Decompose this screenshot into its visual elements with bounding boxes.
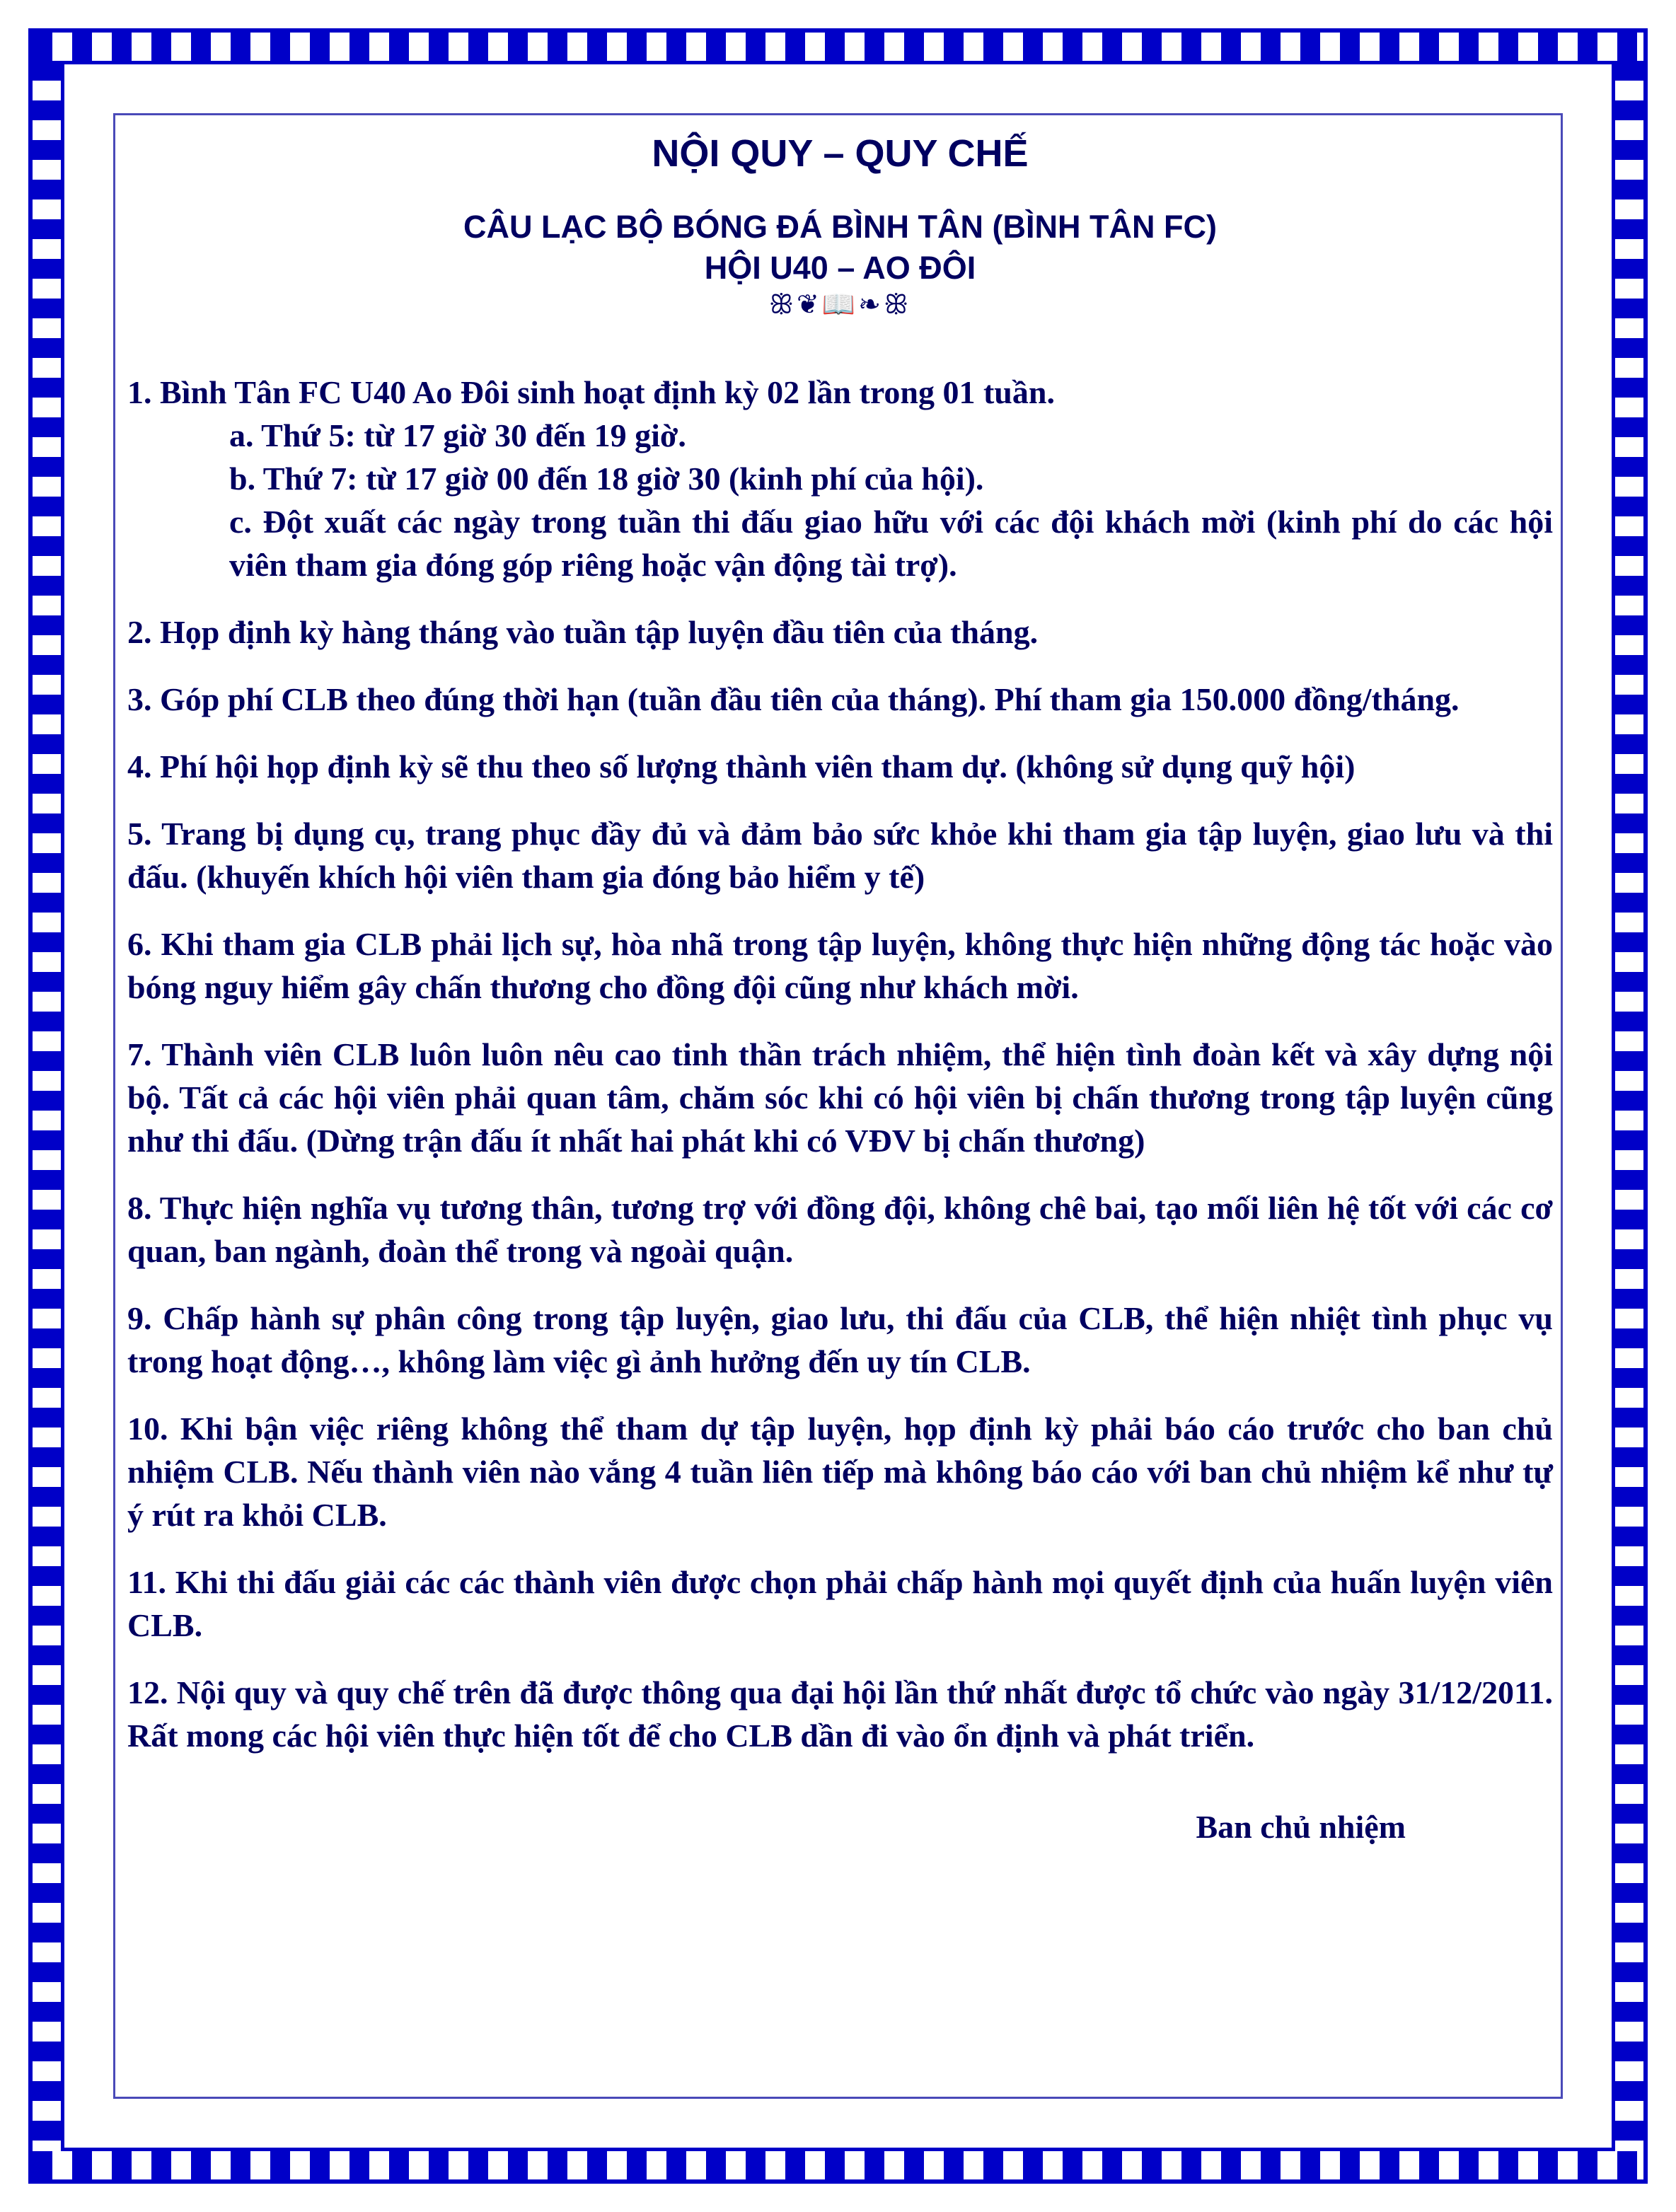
rule-1-subitem-b: b. Thứ 7: từ 17 giờ 00 đến 18 giờ 30 (kinh phí của hội). bbox=[229, 461, 984, 497]
rule-item-10: 10. Khi bận việc riêng không thể tham dự tập luyện, họp định kỳ phải báo cáo trước cho ban chủ nhiệm CLB. Nếu thành viên nào vắng 4 tuần liên tiếp mà không báo cáo với ban chủ nhiệm kể như tự ý rút ra khỏi CLB. bbox=[127, 1411, 1553, 1533]
checker-border-right bbox=[1615, 61, 1643, 2151]
rule-item-5: 5. Trang bị dụng cụ, trang phục đầy đủ và đảm bảo sức khỏe khi tham gia tập luyện, giao lưu và thi đấu. (khuyến khích hội viên tham gia đóng bảo hiểm y tế) bbox=[127, 816, 1553, 895]
rule-item-6: 6. Khi tham gia CLB phải lịch sự, hòa nhã trong tập luyện, không thực hiện những động tác hoặc vào bóng nguy hiểm gây chấn thương cho đồng đội cũng như khách mời. bbox=[127, 926, 1553, 1005]
checker-border-top bbox=[33, 33, 1643, 61]
rule-1-subitem-c: c. Đột xuất các ngày trong tuần thi đấu giao hữu với các đội khách mời (kinh phí do các hội viên tham gia đóng góp riêng hoặc vận động tài trợ). bbox=[229, 504, 1553, 583]
rule-item-11: 11. Khi thi đấu giải các các thành viên được chọn phải chấp hành mọi quyết định của huấn luyện viên CLB. bbox=[127, 1564, 1553, 1643]
rule-item-1: 1. Bình Tân FC U40 Ao Đôi sinh hoạt định kỳ 02 lần trong 01 tuần. bbox=[127, 374, 1055, 410]
signature-block: Ban chủ nhiệm bbox=[1196, 1809, 1406, 1845]
rule-item-4: 4. Phí hội họp định kỳ sẽ thu theo số lượng thành viên tham dự. (không sử dụng quỹ hội) bbox=[127, 748, 1356, 784]
ornament-divider: ꕥ❦📖❧ꕥ bbox=[768, 289, 912, 320]
subtitle-club-name: CÂU LẠC BỘ BÓNG ĐÁ BÌNH TÂN (BÌNH TÂN FC) bbox=[463, 209, 1217, 245]
rule-item-2: 2. Họp định kỳ hàng tháng vào tuần tập luyện đầu tiên của tháng. bbox=[127, 614, 1039, 650]
document-subtitle bbox=[127, 207, 1553, 289]
checker-border-left bbox=[33, 61, 61, 2151]
subtitle-group-name: HỘI U40 – AO ĐÔI bbox=[704, 250, 976, 286]
rule-item-8: 8. Thực hiện nghĩa vụ tương thân, tương trợ với đồng đội, không chê bai, tạo mối liên hệ tốt với các cơ quan, ban ngành, đoàn thể trong và ngoài quận. bbox=[127, 1190, 1553, 1269]
rules-list bbox=[127, 371, 1553, 1757]
checker-border-bottom bbox=[33, 2151, 1643, 2179]
document-title: NỘI QUY – QUY CHẾ bbox=[652, 132, 1029, 175]
rule-item-3: 3. Góp phí CLB theo đúng thời hạn (tuần đầu tiên của tháng). Phí tham gia 150.000 đồng/tháng. bbox=[127, 681, 1460, 717]
rule-item-7: 7. Thành viên CLB luôn luôn nêu cao tinh thần trách nhiệm, thể hiện tình đoàn kết và xây dựng nội bộ. Tất cả các hội viên phải quan tâm, chăm sóc khi có hội viên bị chấn thương trong tập luyện cũng như thi đấu. (Dừng trận đấu ít nhất hai phát khi có VĐV bị chấn thương) bbox=[127, 1036, 1553, 1159]
rule-item-9: 9. Chấp hành sự phân công trong tập luyện, giao lưu, thi đấu của CLB, thể hiện nhiệt tình phục vụ trong hoạt động…, không làm việc gì ảnh hưởng đến uy tín CLB. bbox=[127, 1300, 1553, 1379]
document-body bbox=[127, 127, 1553, 1848]
rule-1-subitem-a: a. Thứ 5: từ 17 giờ 30 đến 19 giờ. bbox=[229, 417, 686, 453]
rule-item-12: 12. Nội quy và quy chế trên đã được thông qua đại hội lần thứ nhất được tổ chức vào ngày 31/12/2011. Rất mong các hội viên thực hiện tốt để cho CLB dần đi vào ổn định và phát triển. bbox=[127, 1674, 1553, 1754]
